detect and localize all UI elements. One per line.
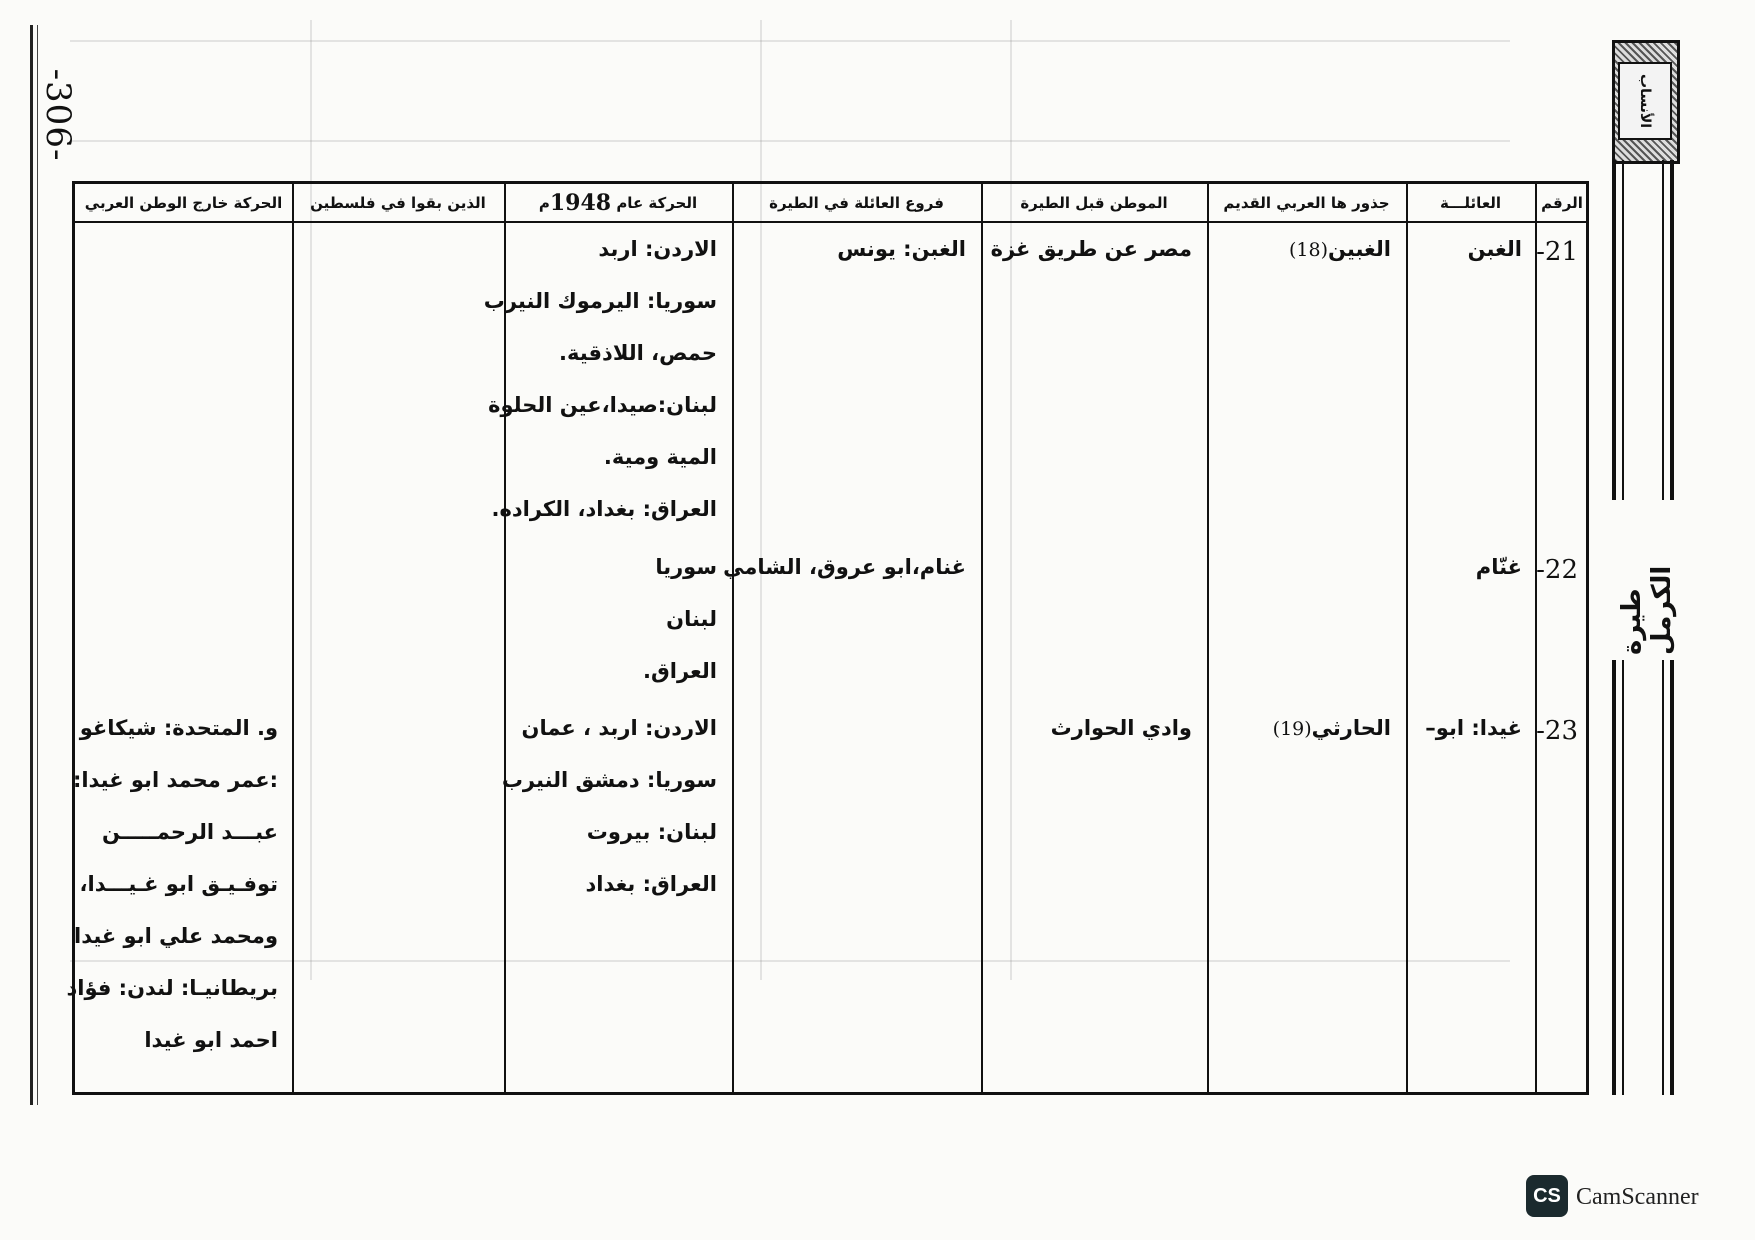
abroad-line: ومحمد علي ابو غيدا [74, 924, 278, 948]
header-movement-year: 1948 [549, 189, 612, 216]
column-rule [292, 184, 294, 1092]
movement-line: لبنان: بيروت [586, 820, 717, 844]
abroad-line: احمد ابو غيدا [144, 1028, 278, 1052]
row-num: 22- [1536, 555, 1578, 585]
header-branches: فروع العائلة في الطيرة [769, 193, 944, 212]
movement-line: لبنان:صيدا،عين الحلوة [488, 393, 717, 417]
column-rule [732, 184, 734, 1092]
row-homeland: وادي الحوارث [1050, 716, 1192, 740]
header-rule [75, 221, 1586, 223]
band-rule [1670, 660, 1674, 1095]
movement-line: العراق. [643, 659, 717, 683]
band-rule [1622, 160, 1624, 500]
header-movement [504, 184, 732, 221]
band-top-title: الأنساب [1618, 62, 1672, 140]
movement-line: العراق: بغداد [585, 872, 717, 896]
row-num: 23- [1536, 716, 1578, 746]
header-stayed: الذين بقوا في فلسطين [310, 193, 486, 212]
left-margin-rule [37, 25, 38, 1105]
row-family: غنّام [1475, 555, 1522, 579]
row-roots [1273, 718, 1391, 739]
page-number: -306- [38, 68, 78, 162]
movement-line: سوريا: اليرموك النيرب [483, 289, 717, 313]
row-family: الغبن [1467, 237, 1522, 261]
roots-footnote: (18) [1288, 239, 1329, 261]
bleed-line [70, 40, 1510, 42]
movement-line: حمص، اللاذقية. [559, 341, 717, 365]
band-rule [1622, 660, 1624, 1095]
row-branches: الغبن: يونس [837, 237, 966, 261]
movement-line: لبنان [666, 607, 717, 631]
row-num: 21- [1536, 237, 1578, 267]
band-rule [1612, 660, 1616, 1095]
bleed-line [70, 140, 1510, 142]
abroad-line: توفـيـق ابو غـيـــدا، [79, 872, 278, 896]
abroad-line: :عمر محمد ابو غيدا: [72, 768, 278, 792]
band-rule [1612, 160, 1616, 500]
movement-line: الاردن: اربد ، عمان [521, 716, 717, 740]
movement-line: الاردن: اربد [598, 237, 717, 261]
abroad-line: بريطانيـا: لندن: فؤاد [66, 976, 278, 1000]
family-table [66, 181, 1589, 1095]
movement-line: العراق: بغداد، الكراده. [491, 497, 717, 521]
band-rule [1670, 160, 1674, 500]
abroad-line: عبـــد الرحمـــــن [101, 820, 278, 844]
band-rule [1662, 660, 1664, 1095]
header-abroad: الحركة خارج الوطن العربي [84, 193, 283, 212]
movement-line: سوريا: دمشق النيرب [501, 768, 717, 792]
column-rule [1207, 184, 1209, 1092]
band-rule [1662, 160, 1664, 500]
roots-footnote: (19) [1272, 718, 1312, 740]
row-homeland: مصر عن طريق غزة [990, 237, 1192, 261]
header-roots: جذور ها العربي القديم [1223, 193, 1390, 212]
camscanner-logo: CS [1526, 1175, 1568, 1217]
abroad-line: و. المتحدة: شيكاغو [79, 716, 278, 740]
column-rule [981, 184, 983, 1092]
left-margin-rule [30, 25, 33, 1105]
column-rule [1406, 184, 1408, 1092]
column-rule [504, 184, 506, 1092]
row-branches: غنام،ابو عروق، الشامي [723, 555, 966, 579]
header-movement-suffix: م [538, 193, 550, 212]
header-movement-prefix: الحركة عام [616, 193, 698, 212]
header-num: الرقم [1541, 193, 1583, 212]
column-rule [1535, 184, 1537, 1092]
header-homeland: الموطن قبل الطيرة [1020, 193, 1168, 212]
roots-name: الغبين [1328, 237, 1391, 261]
movement-line: سوريا [655, 555, 717, 579]
roots-name: الحارثي [1311, 716, 1391, 740]
row-roots [1289, 239, 1391, 260]
header-family: العائلـــة [1439, 193, 1502, 212]
band-side-title: طيرة الكرمل [1617, 565, 1677, 655]
camscanner-text: CamScanner [1576, 1184, 1699, 1210]
movement-line: المية ومية. [603, 445, 717, 469]
row-family: غيدا: ابو– [1425, 716, 1522, 740]
